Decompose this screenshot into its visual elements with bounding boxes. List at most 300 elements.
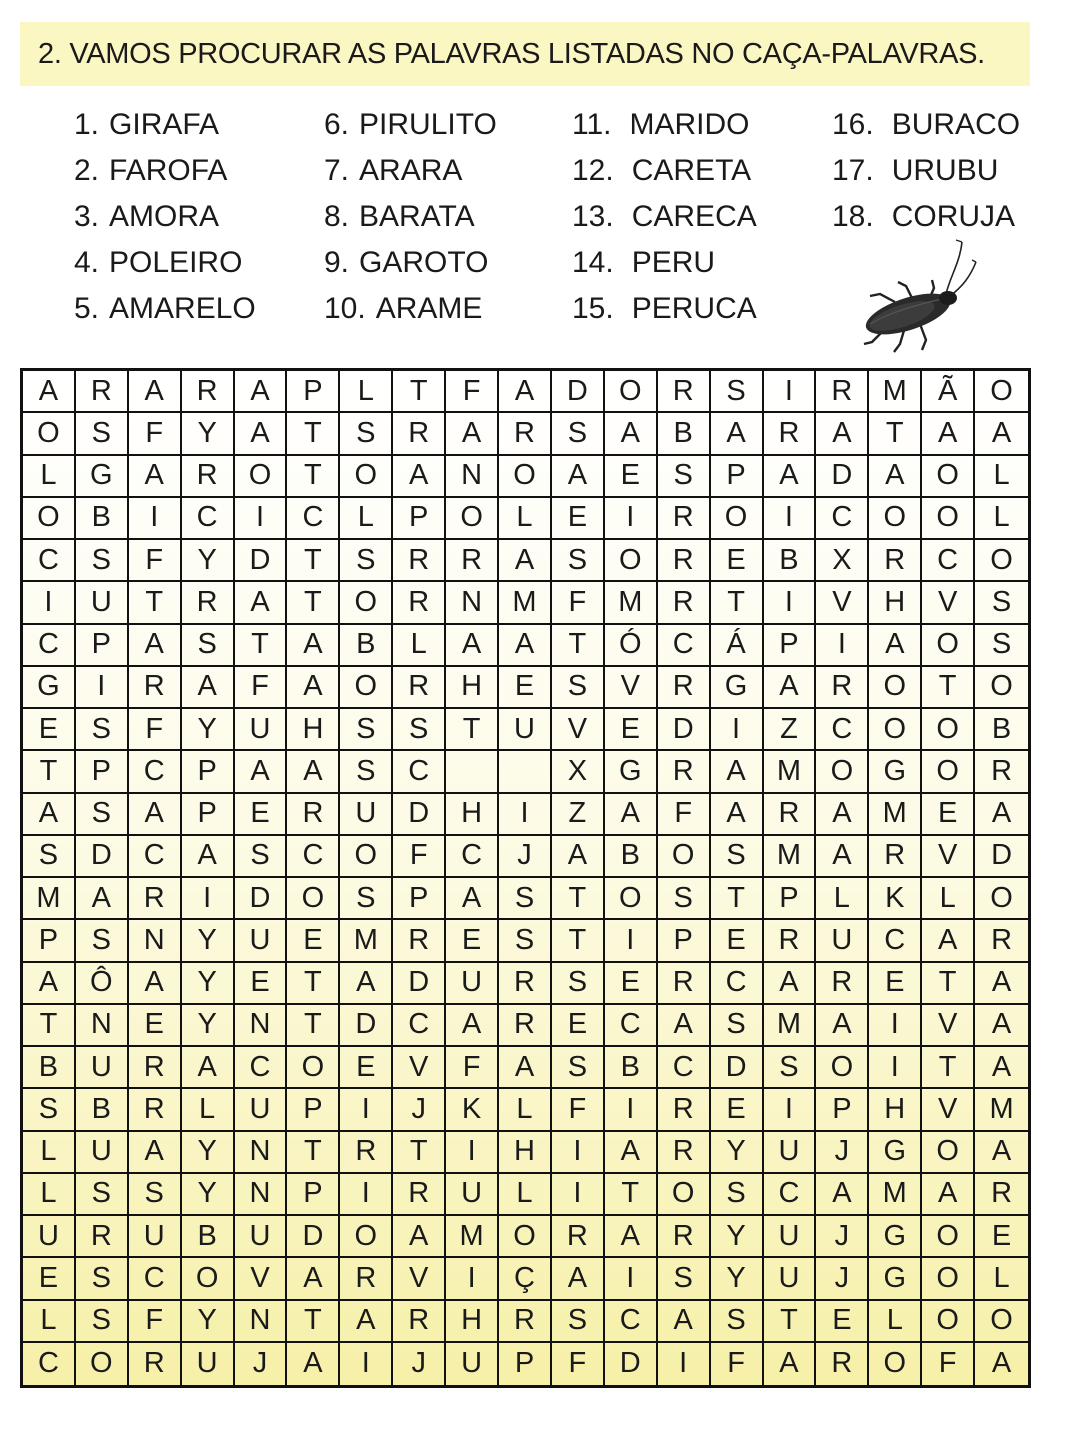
grid-cell[interactable]: P [393,498,446,540]
grid-cell[interactable]: O [922,709,975,751]
grid-cell[interactable]: S [23,1089,76,1131]
grid-cell[interactable]: R [129,878,182,920]
grid-cell[interactable]: R [658,1132,711,1174]
grid-cell[interactable]: T [23,1005,76,1047]
grid-cell[interactable]: C [711,963,764,1005]
grid-cell[interactable]: C [287,836,340,878]
grid-cell[interactable]: O [182,1258,235,1300]
grid-cell[interactable]: U [499,709,552,751]
grid-cell[interactable]: A [182,1047,235,1089]
grid-cell[interactable]: V [922,1005,975,1047]
grid-cell[interactable]: L [393,625,446,667]
grid-cell[interactable]: L [499,1174,552,1216]
grid-cell[interactable]: Y [182,963,235,1005]
grid-cell[interactable]: G [711,667,764,709]
grid-cell[interactable]: R [975,1174,1028,1216]
grid-cell[interactable]: O [816,1047,869,1089]
grid-cell[interactable]: A [922,413,975,455]
grid-cell[interactable]: O [869,1343,922,1385]
grid-cell[interactable]: C [23,1343,76,1385]
grid-cell[interactable]: I [340,1089,393,1131]
grid-cell[interactable]: S [340,878,393,920]
grid-cell[interactable]: D [711,1047,764,1089]
grid-cell[interactable]: V [393,1258,446,1300]
grid-cell[interactable]: I [552,1174,605,1216]
grid-cell[interactable]: O [922,1301,975,1343]
grid-cell[interactable]: I [605,498,658,540]
grid-cell[interactable]: C [446,836,499,878]
grid-cell[interactable]: S [76,1174,129,1216]
grid-cell[interactable]: A [23,963,76,1005]
grid-cell[interactable]: A [287,1258,340,1300]
grid-cell[interactable]: I [182,878,235,920]
grid-cell[interactable]: O [975,371,1028,413]
grid-cell[interactable]: L [499,498,552,540]
grid-cell[interactable]: I [499,794,552,836]
grid-cell[interactable]: U [764,1258,817,1300]
grid-cell[interactable]: S [340,540,393,582]
grid-cell[interactable]: U [340,794,393,836]
grid-cell[interactable]: T [922,963,975,1005]
grid-cell[interactable]: T [287,413,340,455]
grid-cell[interactable]: I [605,920,658,962]
grid-cell[interactable]: P [182,794,235,836]
grid-cell[interactable]: B [182,1216,235,1258]
grid-cell[interactable]: F [129,1301,182,1343]
grid-cell[interactable]: O [235,456,288,498]
grid-cell[interactable]: I [446,1132,499,1174]
grid-cell[interactable]: L [23,1174,76,1216]
grid-cell[interactable]: S [764,1047,817,1089]
grid-cell[interactable]: A [991,1347,1012,1380]
grid-cell[interactable]: O [23,498,76,540]
grid-cell[interactable]: E [552,1005,605,1047]
grid-cell[interactable]: I [764,371,817,413]
grid-cell[interactable]: O [340,582,393,624]
grid-cell[interactable]: G [869,1258,922,1300]
grid-cell[interactable]: I [23,582,76,624]
grid-cell[interactable]: A [552,1258,605,1300]
grid-cell[interactable]: I [869,1005,922,1047]
grid-cell[interactable]: U [235,920,288,962]
grid-cell[interactable]: Ó [605,625,658,667]
grid-cell[interactable]: H [446,667,499,709]
grid-cell[interactable]: B [76,1089,129,1131]
grid-cell[interactable]: S [552,963,605,1005]
grid-cell[interactable]: C [658,625,711,667]
grid-cell[interactable]: F [446,1047,499,1089]
grid-cell[interactable]: E [816,1301,869,1343]
grid-cell[interactable]: D [235,540,288,582]
grid-cell[interactable]: S [182,625,235,667]
grid-cell[interactable]: A [235,582,288,624]
grid-cell[interactable]: A [816,836,869,878]
grid-cell[interactable]: M [975,1089,1028,1131]
grid-cell[interactable]: T [129,582,182,624]
grid-cell[interactable]: G [869,1216,922,1258]
grid-cell[interactable]: Y [711,1258,764,1300]
grid-cell[interactable]: V [552,709,605,751]
grid-cell[interactable]: N [446,582,499,624]
grid-cell[interactable]: T [869,413,922,455]
grid-cell[interactable]: P [393,878,446,920]
grid-cell[interactable]: L [869,1301,922,1343]
grid-cell[interactable]: E [287,920,340,962]
grid-cell[interactable]: A [816,413,869,455]
grid-cell[interactable]: A [235,371,288,413]
grid-cell[interactable]: A [340,1301,393,1343]
grid-cell[interactable]: S [499,878,552,920]
grid-cell[interactable]: C [816,709,869,751]
grid-cell[interactable]: A [922,1174,975,1216]
grid-cell[interactable]: H [869,582,922,624]
grid-cell[interactable]: H [287,709,340,751]
grid-cell[interactable]: S [658,456,711,498]
grid-cell[interactable]: F [393,836,446,878]
grid-cell[interactable]: R [182,371,235,413]
grid-cell[interactable]: R [340,1258,393,1300]
grid-cell[interactable]: Y [182,1301,235,1343]
grid-cell[interactable]: S [23,836,76,878]
grid-cell[interactable]: L [23,456,76,498]
grid-cell[interactable]: Ç [499,1258,552,1300]
grid-cell[interactable]: B [605,836,658,878]
grid-cell[interactable]: L [23,1301,76,1343]
grid-cell[interactable]: C [816,498,869,540]
grid-cell[interactable]: S [76,709,129,751]
grid-cell[interactable]: N [235,1005,288,1047]
grid-cell[interactable]: C [287,498,340,540]
grid-cell[interactable]: P [182,751,235,793]
grid-cell[interactable]: E [605,709,658,751]
grid-cell[interactable]: T [287,1132,340,1174]
grid-cell[interactable]: T [393,1132,446,1174]
grid-cell[interactable]: G [76,456,129,498]
grid-cell[interactable]: O [922,456,975,498]
grid-cell[interactable]: Y [182,413,235,455]
grid-cell[interactable]: M [446,1216,499,1258]
grid-cell[interactable]: D [552,371,605,413]
grid-cell[interactable]: R [975,920,1028,962]
grid-cell[interactable]: Y [182,920,235,962]
grid-cell[interactable]: S [711,1301,764,1343]
grid-cell[interactable]: B [658,413,711,455]
grid-cell[interactable]: R [129,1089,182,1131]
grid-cell[interactable]: S [552,1047,605,1089]
grid-cell[interactable]: O [340,1216,393,1258]
grid-cell[interactable]: R [869,540,922,582]
grid-cell[interactable]: S [129,1174,182,1216]
grid-cell[interactable]: R [129,1343,182,1385]
grid-cell[interactable]: R [340,1132,393,1174]
grid-cell[interactable]: N [235,1174,288,1216]
grid-cell[interactable]: F [129,709,182,751]
grid-cell[interactable]: Y [182,709,235,751]
grid-cell[interactable]: I [605,1089,658,1131]
grid-cell[interactable]: M [764,751,817,793]
grid-cell[interactable]: A [23,794,76,836]
grid-cell[interactable]: A [605,1216,658,1258]
grid-cell[interactable]: A [605,794,658,836]
grid-cell[interactable]: A [499,625,552,667]
grid-cell[interactable]: R [393,1174,446,1216]
grid-cell[interactable]: E [129,1005,182,1047]
grid-cell[interactable]: O [816,751,869,793]
grid-cell[interactable]: D [393,963,446,1005]
grid-cell[interactable]: A [711,794,764,836]
grid-cell[interactable]: Y [182,1005,235,1047]
grid-cell[interactable]: A [393,456,446,498]
grid-cell[interactable]: A [287,667,340,709]
grid-cell[interactable]: R [816,963,869,1005]
grid-cell[interactable]: P [287,371,340,413]
grid-cell[interactable]: L [975,1258,1028,1300]
grid-cell[interactable]: T [922,1047,975,1089]
grid-cell[interactable]: R [658,582,711,624]
grid-cell[interactable]: L [975,498,1028,540]
grid-cell[interactable]: O [287,1047,340,1089]
grid-cell[interactable]: O [869,498,922,540]
grid-cell[interactable]: T [552,625,605,667]
grid-cell[interactable]: S [235,836,288,878]
grid-cell[interactable]: U [76,1047,129,1089]
grid-cell[interactable]: F [129,413,182,455]
grid-cell[interactable]: Y [182,1174,235,1216]
grid-cell[interactable]: N [235,1132,288,1174]
grid-cell[interactable]: C [764,1174,817,1216]
grid-cell[interactable]: R [658,540,711,582]
grid-cell[interactable]: O [76,1343,129,1385]
grid-cell[interactable]: P [23,920,76,962]
grid-cell[interactable]: O [922,751,975,793]
grid-cell[interactable]: E [23,709,76,751]
grid-cell[interactable]: N [235,1301,288,1343]
grid-cell[interactable]: A [711,413,764,455]
grid-cell[interactable]: A [340,963,393,1005]
grid-cell[interactable]: E [869,963,922,1005]
grid-cell[interactable]: U [764,1216,817,1258]
grid-cell[interactable]: S [552,1301,605,1343]
grid-cell[interactable]: I [340,1174,393,1216]
grid-cell[interactable]: M [869,794,922,836]
grid-cell[interactable]: R [658,751,711,793]
grid-cell[interactable]: L [499,1089,552,1131]
grid-cell[interactable]: C [23,625,76,667]
grid-cell[interactable]: I [869,1047,922,1089]
grid-cell[interactable]: P [287,1174,340,1216]
grid-cell[interactable]: A [129,625,182,667]
grid-cell[interactable]: E [975,1216,1028,1258]
grid-cell[interactable]: R [816,1343,869,1385]
grid-cell[interactable]: E [499,667,552,709]
grid-cell[interactable]: G [23,667,76,709]
grid-cell[interactable]: U [764,1132,817,1174]
grid-cell[interactable]: S [76,920,129,962]
grid-cell[interactable]: P [658,920,711,962]
grid-cell[interactable]: R [499,1005,552,1047]
grid-cell[interactable]: A [446,625,499,667]
grid-cell[interactable]: D [76,836,129,878]
grid-cell[interactable]: R [499,1301,552,1343]
grid-cell[interactable]: A [975,1132,1028,1174]
grid-cell[interactable]: R [182,582,235,624]
grid-cell[interactable]: S [76,1301,129,1343]
grid-cell[interactable]: C [182,498,235,540]
grid-cell[interactable]: E [605,456,658,498]
grid-cell[interactable]: L [922,878,975,920]
grid-cell[interactable]: V [816,582,869,624]
grid-cell[interactable]: E [23,1258,76,1300]
grid-cell[interactable]: D [605,1343,658,1385]
grid-cell[interactable]: B [975,709,1028,751]
grid-cell[interactable]: U [235,709,288,751]
grid-cell[interactable]: J [393,1089,446,1131]
grid-cell[interactable]: M [869,1174,922,1216]
grid-cell[interactable]: T [287,456,340,498]
grid-cell[interactable]: U [182,1343,235,1385]
grid-cell[interactable]: A [975,963,1028,1005]
grid-cell[interactable]: A [816,1174,869,1216]
grid-cell[interactable]: E [711,1089,764,1131]
grid-cell[interactable]: U [76,1132,129,1174]
grid-cell[interactable]: P [76,625,129,667]
grid-cell[interactable]: J [816,1258,869,1300]
grid-cell[interactable]: A [975,1047,1028,1089]
grid-cell[interactable]: S [975,625,1028,667]
grid-cell[interactable]: A [23,371,76,413]
grid-cell[interactable]: C [393,751,446,793]
grid-cell[interactable]: U [446,1174,499,1216]
grid-cell[interactable]: A [129,371,182,413]
grid-cell[interactable]: O [922,1216,975,1258]
grid-cell[interactable]: R [393,920,446,962]
grid-cell[interactable]: A [182,836,235,878]
grid-cell[interactable]: C [129,1258,182,1300]
grid-cell[interactable]: T [711,878,764,920]
grid-cell[interactable]: R [499,413,552,455]
grid-cell[interactable]: S [393,709,446,751]
grid-cell[interactable]: F [235,667,288,709]
grid-cell[interactable]: T [287,1301,340,1343]
grid-cell[interactable]: D [287,1216,340,1258]
grid-cell[interactable]: T [393,371,446,413]
grid-cell[interactable]: S [340,413,393,455]
grid-cell[interactable]: G [869,751,922,793]
grid-cell[interactable]: Ô [76,963,129,1005]
grid-cell[interactable]: O [922,625,975,667]
grid-cell[interactable]: C [129,751,182,793]
grid-cell[interactable]: A [711,751,764,793]
grid-cell[interactable]: A [658,1301,711,1343]
grid-cell[interactable]: A [287,751,340,793]
grid-cell[interactable]: Z [764,709,817,751]
grid-cell[interactable]: V [605,667,658,709]
grid-cell[interactable]: F [552,1343,605,1385]
grid-cell[interactable]: R [975,751,1028,793]
grid-cell[interactable]: T [552,878,605,920]
grid-cell[interactable]: S [711,371,764,413]
grid-cell[interactable]: O [605,878,658,920]
grid-cell[interactable]: I [340,1343,393,1385]
grid-cell[interactable]: O [869,667,922,709]
grid-cell[interactable]: U [235,1089,288,1131]
grid-cell[interactable]: T [552,920,605,962]
grid-cell[interactable]: A [764,1343,817,1385]
grid-cell[interactable]: O [922,1258,975,1300]
grid-cell[interactable]: S [711,836,764,878]
grid-cell[interactable]: F [129,540,182,582]
grid-cell[interactable]: A [235,413,288,455]
grid-cell[interactable]: A [975,413,1028,455]
grid-cell[interactable]: C [922,540,975,582]
grid-cell[interactable]: O [287,878,340,920]
grid-cell[interactable]: L [340,498,393,540]
grid-cell[interactable]: L [23,1132,76,1174]
grid-cell[interactable]: H [446,1301,499,1343]
grid-cell[interactable]: O [605,371,658,413]
grid-cell[interactable]: A [235,751,288,793]
grid-cell[interactable]: T [446,709,499,751]
grid-cell[interactable]: S [552,667,605,709]
grid-cell[interactable]: F [552,582,605,624]
grid-cell[interactable]: K [446,1089,499,1131]
grid-cell[interactable]: R [764,920,817,962]
grid-cell[interactable]: R [446,540,499,582]
grid-cell[interactable]: D [393,794,446,836]
grid-cell[interactable]: R [129,667,182,709]
grid-cell[interactable]: A [975,794,1028,836]
grid-cell[interactable]: S [340,751,393,793]
grid-cell[interactable]: R [287,794,340,836]
grid-cell[interactable]: A [499,1047,552,1089]
grid-cell[interactable]: A [552,456,605,498]
grid-cell[interactable]: O [975,878,1028,920]
grid-cell[interactable]: O [499,456,552,498]
grid-cell[interactable]: M [23,878,76,920]
grid-cell[interactable]: T [711,582,764,624]
grid-cell[interactable]: G [605,751,658,793]
grid-cell[interactable]: S [658,878,711,920]
grid-cell[interactable]: S [552,540,605,582]
grid-cell[interactable]: L [975,456,1028,498]
grid-cell[interactable]: S [76,1258,129,1300]
grid-cell[interactable]: C [658,1047,711,1089]
grid-cell[interactable]: M [605,582,658,624]
grid-cell[interactable]: U [76,582,129,624]
grid-cell[interactable]: J [499,836,552,878]
grid-cell[interactable]: Ã [922,371,975,413]
grid-cell[interactable]: A [499,371,552,413]
grid-cell[interactable]: E [552,498,605,540]
grid-cell[interactable]: S [76,540,129,582]
grid-cell[interactable]: P [499,1343,552,1385]
grid-cell[interactable]: O [340,836,393,878]
grid-cell[interactable]: A [129,963,182,1005]
grid-cell[interactable]: C [235,1047,288,1089]
grid-cell[interactable]: M [499,582,552,624]
grid-cell[interactable]: M [340,920,393,962]
grid-cell[interactable]: B [23,1047,76,1089]
grid-cell[interactable]: J [816,1216,869,1258]
grid-cell[interactable]: R [658,1216,711,1258]
grid-cell[interactable]: B [605,1047,658,1089]
grid-cell[interactable]: C [129,836,182,878]
grid-cell[interactable]: C [605,1005,658,1047]
grid-cell[interactable]: A [446,878,499,920]
grid-cell[interactable]: F [711,1343,764,1385]
grid-cell[interactable]: Y [711,1132,764,1174]
grid-cell[interactable]: O [975,540,1028,582]
